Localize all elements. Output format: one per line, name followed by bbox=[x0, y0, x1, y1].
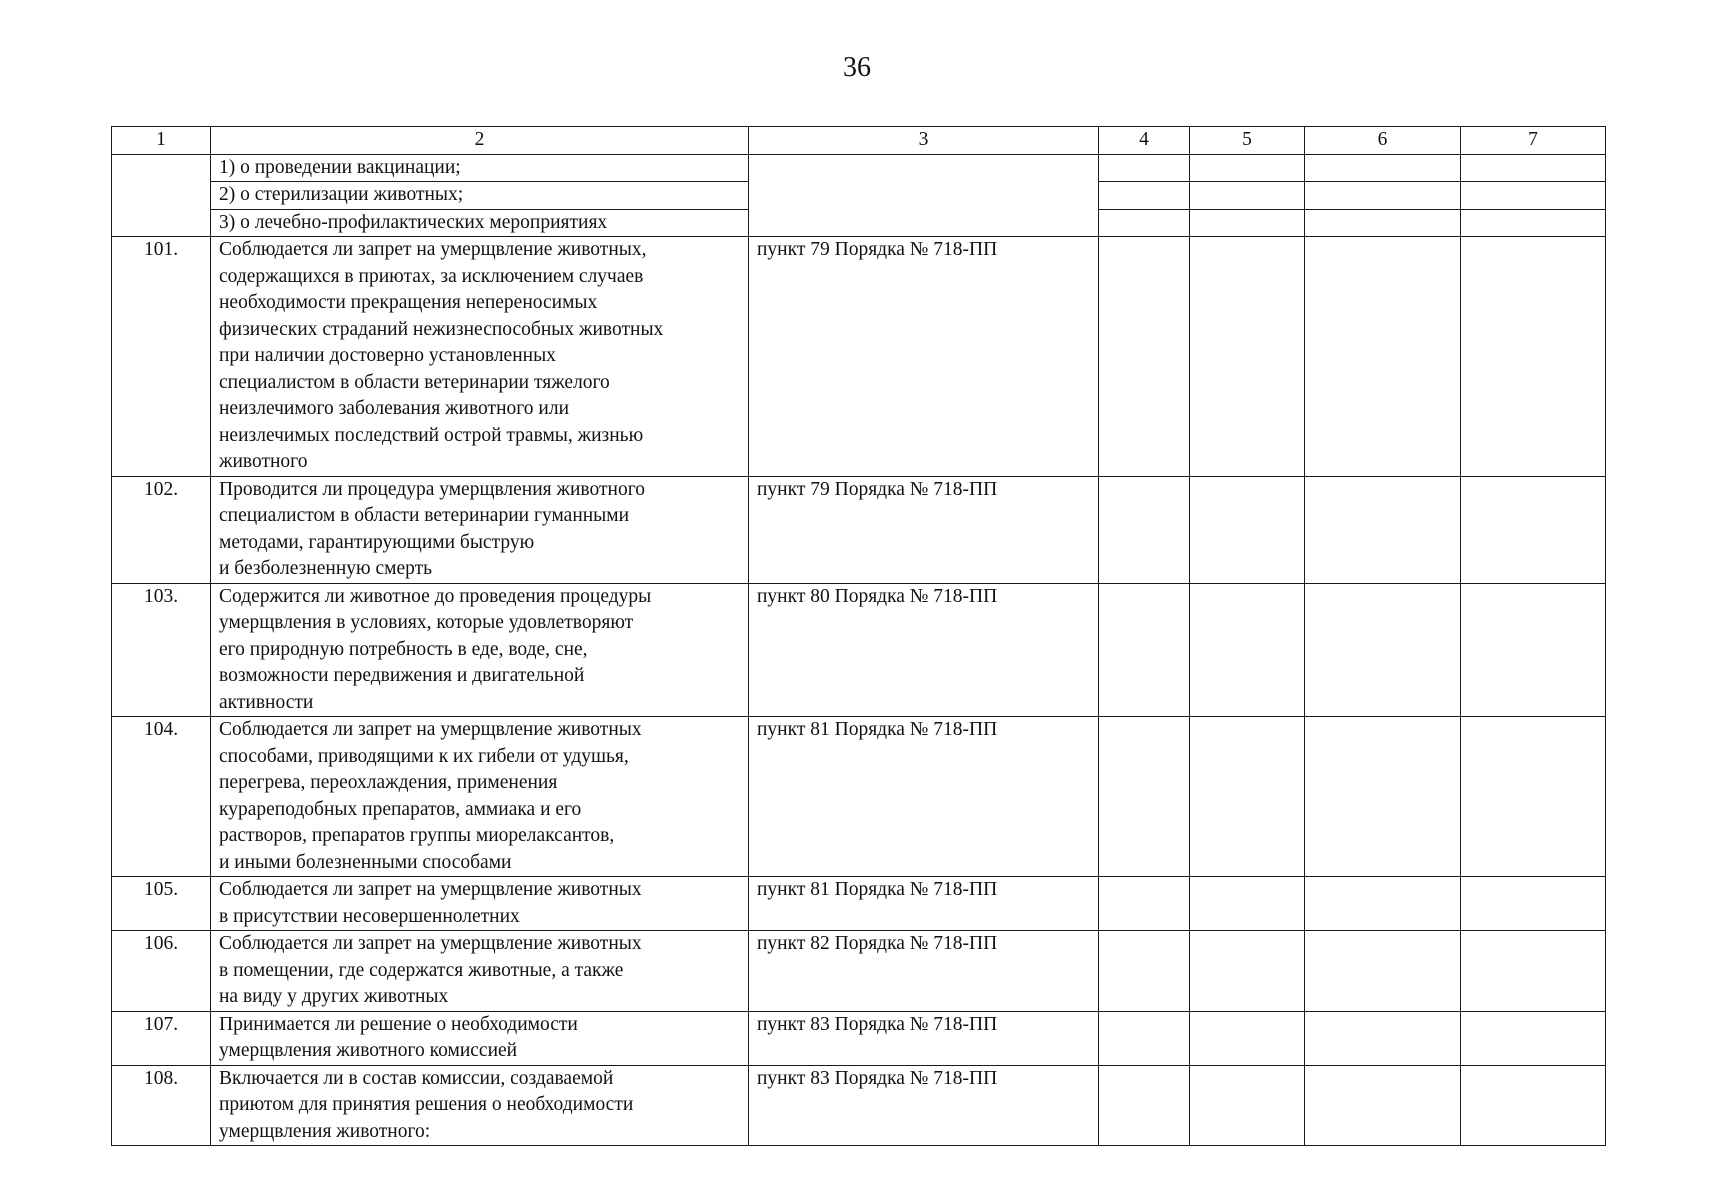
empty-cell bbox=[1305, 717, 1461, 877]
column-header: 3 bbox=[749, 127, 1099, 155]
requirement-line: и безболезненную смерть bbox=[219, 558, 433, 579]
empty-cell bbox=[1099, 237, 1190, 477]
column-header: 5 bbox=[1190, 127, 1305, 155]
empty-cell bbox=[112, 154, 211, 237]
requirement-line: неизлечимых последствий острой травмы, жизнью bbox=[219, 424, 644, 446]
page-number: 36 bbox=[843, 52, 871, 83]
requirement-line: методами, гарантирующими быструю bbox=[219, 531, 535, 553]
empty-cell bbox=[1099, 1011, 1190, 1065]
requirement-line: специалистом в области ветеринарии тяжелого bbox=[219, 371, 610, 393]
empty-cell bbox=[1461, 717, 1606, 877]
row-number: 108. bbox=[112, 1065, 211, 1146]
legal-reference: пункт 82 Порядка № 718-ПП bbox=[749, 931, 1099, 1012]
empty-cell bbox=[1190, 1011, 1305, 1065]
empty-cell bbox=[1190, 182, 1305, 210]
legal-reference: пункт 79 Порядка № 718-ПП bbox=[749, 237, 1099, 477]
requirement-text bbox=[211, 877, 749, 931]
requirement-text bbox=[211, 476, 749, 583]
empty-cell bbox=[1190, 476, 1305, 583]
requirement-line: возможности передвижения и двигательной bbox=[219, 665, 585, 686]
empty-cell bbox=[1190, 583, 1305, 717]
requirement-line: при наличии достоверно установленных bbox=[219, 345, 556, 366]
requirement-line: на виду у других животных bbox=[219, 986, 449, 1007]
column-header: 1 bbox=[112, 127, 211, 155]
empty-cell bbox=[1461, 182, 1606, 210]
requirement-line: его природную потребность в еде, воде, сне, bbox=[219, 638, 588, 660]
empty-cell bbox=[1305, 877, 1461, 931]
table-body bbox=[112, 154, 1606, 1146]
empty-cell bbox=[1461, 1065, 1606, 1146]
empty-cell bbox=[1305, 931, 1461, 1012]
legal-reference: пункт 83 Порядка № 718-ПП bbox=[749, 1065, 1099, 1146]
row-number: 105. bbox=[112, 877, 211, 931]
requirement-line: Соблюдается ли запрет на умерщвление животных bbox=[219, 933, 642, 954]
header-row bbox=[112, 127, 1606, 155]
empty-cell bbox=[1305, 476, 1461, 583]
empty-cell bbox=[1461, 237, 1606, 477]
requirement-line: в помещении, где содержатся животные, а также bbox=[219, 959, 624, 981]
empty-cell bbox=[1190, 1065, 1305, 1146]
requirement-line: Содержится ли животное до проведения процедуры bbox=[219, 585, 652, 607]
empty-cell bbox=[1305, 182, 1461, 210]
requirement-line: содержащихся в приютах, за исключением случаев bbox=[219, 265, 644, 287]
requirement-text bbox=[211, 717, 749, 877]
requirement-line: способами, приводящими к их гибели от удушья, bbox=[219, 745, 629, 767]
requirement-line: животного bbox=[219, 451, 308, 472]
empty-cell bbox=[1461, 476, 1606, 583]
table-row bbox=[112, 931, 1606, 1012]
empty-cell bbox=[1305, 583, 1461, 717]
requirement-line: и иными болезненными способами bbox=[219, 851, 512, 873]
empty-cell bbox=[1461, 877, 1606, 931]
empty-cell bbox=[1099, 583, 1190, 717]
row-number: 107. bbox=[112, 1011, 211, 1065]
empty-cell bbox=[1190, 154, 1305, 182]
subitem-text: 3) о лечебно-профилактических мероприятиях bbox=[211, 209, 749, 237]
row-number: 103. bbox=[112, 583, 211, 717]
subitem-text: 1) о проведении вакцинации; bbox=[211, 154, 749, 182]
row-number: 104. bbox=[112, 717, 211, 877]
empty-cell bbox=[1190, 237, 1305, 477]
table-row bbox=[112, 476, 1606, 583]
requirement-text bbox=[211, 583, 749, 717]
requirement-text bbox=[211, 931, 749, 1012]
requirement-line: Соблюдается ли запрет на умерщвление животных, bbox=[219, 239, 647, 260]
subitem-row bbox=[112, 154, 1606, 182]
legal-reference: пункт 80 Порядка № 718-ПП bbox=[749, 583, 1099, 717]
requirement-line: Проводится ли процедура умерщвления животного bbox=[219, 478, 645, 500]
empty-cell bbox=[1099, 209, 1190, 237]
empty-cell bbox=[1461, 583, 1606, 717]
empty-cell bbox=[1190, 717, 1305, 877]
table-row bbox=[112, 583, 1606, 717]
table-row bbox=[112, 1011, 1606, 1065]
empty-cell bbox=[1190, 209, 1305, 237]
requirement-line: специалистом в области ветеринарии гуманными bbox=[219, 505, 630, 526]
legal-reference: пункт 83 Порядка № 718-ПП bbox=[749, 1011, 1099, 1065]
legal-reference: пункт 79 Порядка № 718-ПП bbox=[749, 476, 1099, 583]
requirement-line: неизлечимого заболевания животного или bbox=[219, 398, 570, 419]
requirement-line: Включается ли в состав комиссии, создаваемой bbox=[219, 1067, 614, 1089]
empty-cell bbox=[1461, 1011, 1606, 1065]
empty-cell bbox=[1305, 237, 1461, 477]
requirement-line: Принимается ли решение о необходимости bbox=[219, 1013, 578, 1035]
row-number: 106. bbox=[112, 931, 211, 1012]
requirement-text bbox=[211, 1065, 749, 1146]
column-header: 6 bbox=[1305, 127, 1461, 155]
requirement-line: курареподобных препаратов, аммиака и его bbox=[219, 798, 582, 820]
column-header: 7 bbox=[1461, 127, 1606, 155]
empty-cell bbox=[1461, 154, 1606, 182]
table-row bbox=[112, 877, 1606, 931]
requirement-text bbox=[211, 237, 749, 477]
table-row bbox=[112, 237, 1606, 477]
empty-cell bbox=[1099, 717, 1190, 877]
empty-cell bbox=[1099, 154, 1190, 182]
requirement-line: активности bbox=[219, 691, 314, 713]
requirement-line: необходимости прекращения непереносимых bbox=[219, 292, 598, 313]
empty-cell bbox=[1099, 931, 1190, 1012]
requirement-line: перегрева, переохлаждения, применения bbox=[219, 772, 558, 793]
requirement-line: в присутствии несовершеннолетних bbox=[219, 905, 520, 927]
requirement-text bbox=[211, 1011, 749, 1065]
requirement-line: умерщвления в условиях, которые удовлетворяют bbox=[219, 612, 634, 633]
legal-reference: пункт 81 Порядка № 718-ПП bbox=[749, 877, 1099, 931]
table-row bbox=[112, 1065, 1606, 1146]
checklist-table bbox=[111, 126, 1606, 1146]
requirement-line: физических страданий нежизнеспособных животных bbox=[219, 318, 664, 340]
empty-cell bbox=[1461, 931, 1606, 1012]
subitem-text: 2) о стерилизации животных; bbox=[211, 182, 749, 210]
requirement-line: Соблюдается ли запрет на умерщвление животных bbox=[219, 879, 642, 900]
column-header: 2 bbox=[211, 127, 749, 155]
row-number: 102. bbox=[112, 476, 211, 583]
empty-cell bbox=[1305, 154, 1461, 182]
row-number: 101. bbox=[112, 237, 211, 477]
empty-cell bbox=[1190, 877, 1305, 931]
requirement-line: растворов, препаратов группы миорелаксантов, bbox=[219, 825, 615, 846]
empty-cell bbox=[1305, 1065, 1461, 1146]
empty-cell bbox=[1461, 209, 1606, 237]
table-row bbox=[112, 717, 1606, 877]
empty-cell bbox=[1099, 877, 1190, 931]
requirement-line: умерщвления животного комиссией bbox=[219, 1040, 518, 1061]
empty-cell bbox=[1099, 1065, 1190, 1146]
empty-cell bbox=[1190, 931, 1305, 1012]
column-header: 4 bbox=[1099, 127, 1190, 155]
empty-cell bbox=[1099, 182, 1190, 210]
requirement-line: приютом для принятия решения о необходимости bbox=[219, 1094, 634, 1115]
empty-cell bbox=[749, 154, 1099, 237]
requirement-line: умерщвления животного: bbox=[219, 1120, 431, 1142]
empty-cell bbox=[1305, 209, 1461, 237]
legal-reference: пункт 81 Порядка № 718-ПП bbox=[749, 717, 1099, 877]
empty-cell bbox=[1305, 1011, 1461, 1065]
empty-cell bbox=[1099, 476, 1190, 583]
requirement-line: Соблюдается ли запрет на умерщвление животных bbox=[219, 719, 642, 740]
